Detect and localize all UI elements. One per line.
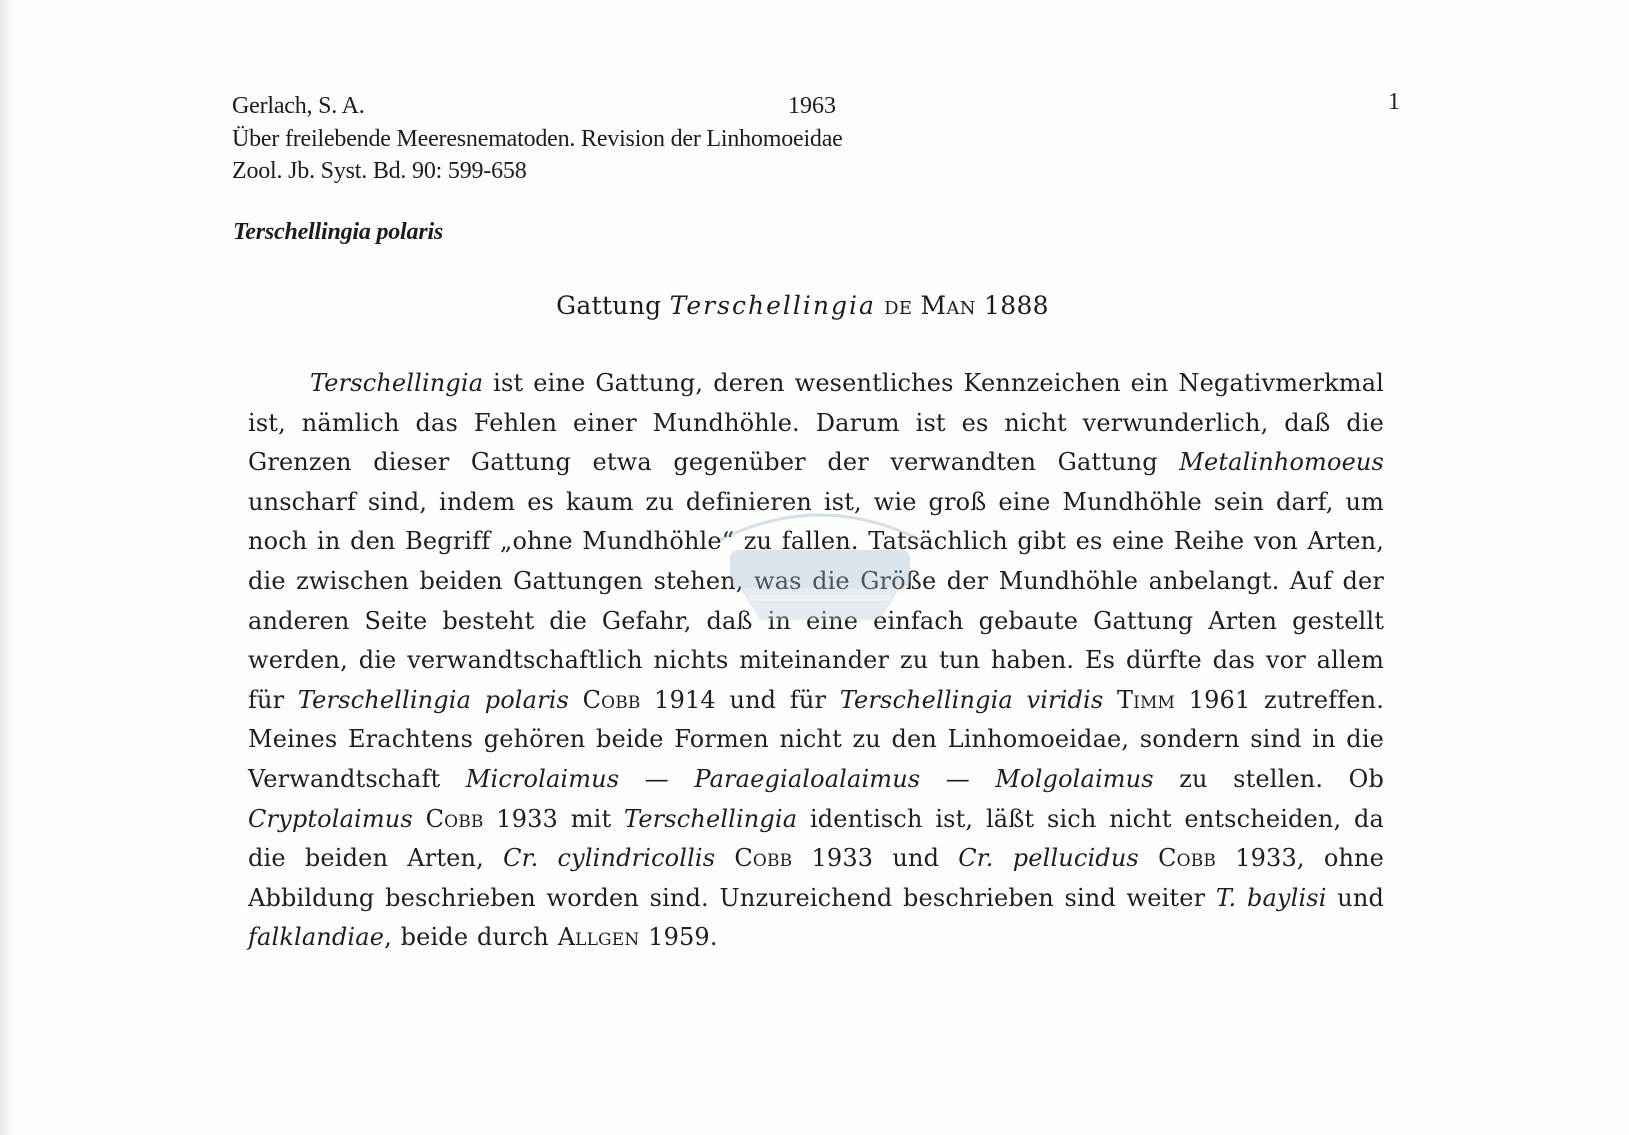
text-run: zu stellen. Ob xyxy=(1153,764,1384,793)
body-paragraph xyxy=(248,364,1384,958)
author-smallcaps: Cobb xyxy=(425,804,484,833)
text-run: 1959. xyxy=(639,923,718,952)
italic-taxon-name: Cryptolaimus xyxy=(248,804,413,833)
text-run: , beide durch xyxy=(384,923,558,952)
italic-taxon-name: Terschellingia viridis xyxy=(839,685,1104,714)
italic-taxon-name: Microlaimus — Paraegialoalaimus — Molgolaimus xyxy=(465,764,1154,793)
citation-author: Gerlach, S. A. xyxy=(232,93,365,119)
citation-title: Über freilebende Meeresnematoden. Revision der Linhomoeidae xyxy=(232,125,843,152)
species-name: Terschellingia polaris xyxy=(233,219,444,245)
text-run: und xyxy=(1326,883,1384,912)
author-smallcaps: Cobb xyxy=(734,844,793,873)
text-run: 1961 zutreffen. Meines Erachtens gehören beide Formen nicht zu den Linhomoeidae, sondern sind in die Verwandtschaft xyxy=(248,685,1385,793)
heading-author: de Man xyxy=(884,291,976,320)
text-run xyxy=(1139,844,1158,872)
italic-taxon-name: Terschellingia xyxy=(624,804,798,833)
italic-taxon-name: T. baylisi xyxy=(1215,883,1327,912)
text-run: identisch ist, läßt sich nicht entscheiden, da die beiden Arten, xyxy=(248,804,1385,873)
citation-journal: Zool. Jb. Syst. Bd. 90: 599-658 xyxy=(232,158,527,184)
author-smallcaps: Cobb xyxy=(1158,844,1216,873)
citation-year: 1963 xyxy=(788,93,836,119)
heading-prefix: Gattung xyxy=(556,291,662,320)
text-run xyxy=(413,805,426,833)
italic-taxon-name: Cr. cylindricollis xyxy=(503,844,716,873)
author-smallcaps: Allgen xyxy=(557,923,640,952)
text-run: 1914 und für xyxy=(640,685,840,714)
italic-taxon-name: Cr. pellucidus xyxy=(958,844,1139,873)
text-run: 1933, ohne Abbildung beschrieben worden sind. Unzureichend beschrieben sind weiter xyxy=(248,844,1385,912)
italic-taxon-name: Metalinhomoeus xyxy=(1179,448,1384,477)
author-smallcaps: Timm xyxy=(1116,685,1176,714)
text-run: unscharf sind, indem es kaum zu definieren ist, wie groß eine Mundhöhle sein darf, um noch in den Begriff „ohne Mundhöhle“ zu fallen. Tatsächlich gibt es eine Reihe von Arten, die zwischen beiden Gattungen stehen, was die Größe der Mundhöhle anbelangt. Auf der anderen Seite besteht die Gefahr, daß in eine einfach gebaute Gattung Arten gestellt werden, die verwandtschaftlich nichts miteinander zu tun haben. Es dürfte das vor allem für xyxy=(248,487,1384,714)
text-run: 1933 mit xyxy=(483,804,625,833)
author-smallcaps: Cobb xyxy=(582,685,641,714)
text-run: ist eine Gattung, deren wesentliches Kennzeichen ein Negativmerkmal ist, nämlich das Fehlen einer Mundhöhle. Darum ist es nicht verwunderlich, daß die Grenzen dieser Gattung etwa gegenüber der verwandten Gattung xyxy=(248,369,1384,477)
heading-year: 1888 xyxy=(984,291,1049,320)
text-run xyxy=(1103,686,1117,714)
text-run: 1933 und xyxy=(792,844,959,873)
italic-taxon-name: Terschellingia xyxy=(310,369,484,397)
scan-edge-shadow xyxy=(0,0,14,1135)
italic-taxon-name: falklandiae xyxy=(248,923,385,952)
citation-block xyxy=(232,90,843,188)
text-run xyxy=(715,844,734,872)
page-number: 1 xyxy=(1388,89,1400,115)
heading-genus: Terschellingia xyxy=(669,291,876,320)
genus-heading xyxy=(0,291,1629,320)
text-run xyxy=(569,686,583,714)
italic-taxon-name: Terschellingia polaris xyxy=(297,685,569,714)
